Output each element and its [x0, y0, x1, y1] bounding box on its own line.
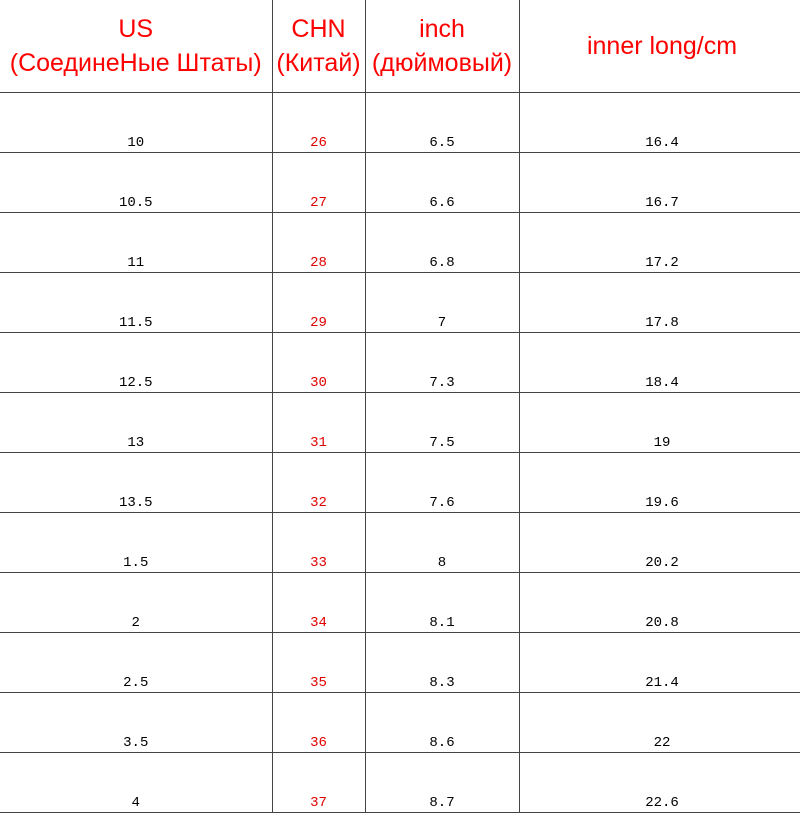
cell-inch: 8 [365, 513, 519, 573]
table-row [0, 273, 800, 333]
cell-chn: 30 [272, 333, 365, 393]
cell-us: 11 [0, 213, 272, 273]
header-inch-subtitle: (дюймовый) [366, 46, 519, 80]
cell-chn: 37 [272, 753, 365, 813]
size-rows [0, 93, 800, 813]
header-us-subtitle: (СоединеНые Штаты) [0, 46, 272, 80]
cell-inch: 7.6 [365, 453, 519, 513]
cell-chn: 31 [272, 393, 365, 453]
cell-inner-length: 16.4 [519, 93, 800, 153]
table-row [0, 213, 800, 273]
header-inner-length-title: inner long/cm [520, 29, 800, 63]
cell-us: 4 [0, 753, 272, 813]
cell-inch: 7.3 [365, 333, 519, 393]
header-chn [272, 0, 365, 93]
table-row [0, 513, 800, 573]
cell-us: 12.5 [0, 333, 272, 393]
cell-chn: 35 [272, 633, 365, 693]
cell-chn: 29 [272, 273, 365, 333]
cell-inner-length: 22.6 [519, 753, 800, 813]
header-us-title: US [0, 12, 272, 46]
header-inch-title: inch [366, 12, 519, 46]
cell-inch: 6.8 [365, 213, 519, 273]
cell-us: 13.5 [0, 453, 272, 513]
cell-us: 10.5 [0, 153, 272, 213]
cell-inner-length: 21.4 [519, 633, 800, 693]
cell-inch: 6.5 [365, 93, 519, 153]
table-row [0, 693, 800, 753]
cell-inch: 8.3 [365, 633, 519, 693]
cell-chn: 27 [272, 153, 365, 213]
cell-chn: 34 [272, 573, 365, 633]
cell-inch: 8.1 [365, 573, 519, 633]
cell-chn: 28 [272, 213, 365, 273]
cell-inner-length: 16.7 [519, 153, 800, 213]
cell-inner-length: 20.2 [519, 513, 800, 573]
cell-inner-length: 20.8 [519, 573, 800, 633]
cell-chn: 26 [272, 93, 365, 153]
table-row [0, 393, 800, 453]
cell-inner-length: 19.6 [519, 453, 800, 513]
cell-us: 11.5 [0, 273, 272, 333]
header-inch [365, 0, 519, 93]
cell-inch: 7 [365, 273, 519, 333]
table-row [0, 93, 800, 153]
table-row [0, 753, 800, 813]
cell-chn: 33 [272, 513, 365, 573]
cell-inch: 8.7 [365, 753, 519, 813]
cell-us: 2 [0, 573, 272, 633]
header-chn-subtitle: (Китай) [273, 46, 365, 80]
table-row [0, 573, 800, 633]
cell-chn: 36 [272, 693, 365, 753]
cell-inner-length: 19 [519, 393, 800, 453]
cell-inch: 8.6 [365, 693, 519, 753]
table-row [0, 633, 800, 693]
cell-us: 13 [0, 393, 272, 453]
header-chn-title: CHN [273, 12, 365, 46]
cell-inch: 7.5 [365, 393, 519, 453]
cell-inner-length: 17.2 [519, 213, 800, 273]
header-inner-length [519, 0, 800, 93]
table-row [0, 453, 800, 513]
header-row [0, 0, 800, 93]
cell-inner-length: 17.8 [519, 273, 800, 333]
cell-inner-length: 18.4 [519, 333, 800, 393]
table-row [0, 153, 800, 213]
cell-us: 3.5 [0, 693, 272, 753]
cell-inch: 6.6 [365, 153, 519, 213]
cell-chn: 32 [272, 453, 365, 513]
header-us [0, 0, 272, 93]
cell-us: 1.5 [0, 513, 272, 573]
cell-us: 2.5 [0, 633, 272, 693]
cell-inner-length: 22 [519, 693, 800, 753]
cell-us: 10 [0, 93, 272, 153]
table-row [0, 333, 800, 393]
